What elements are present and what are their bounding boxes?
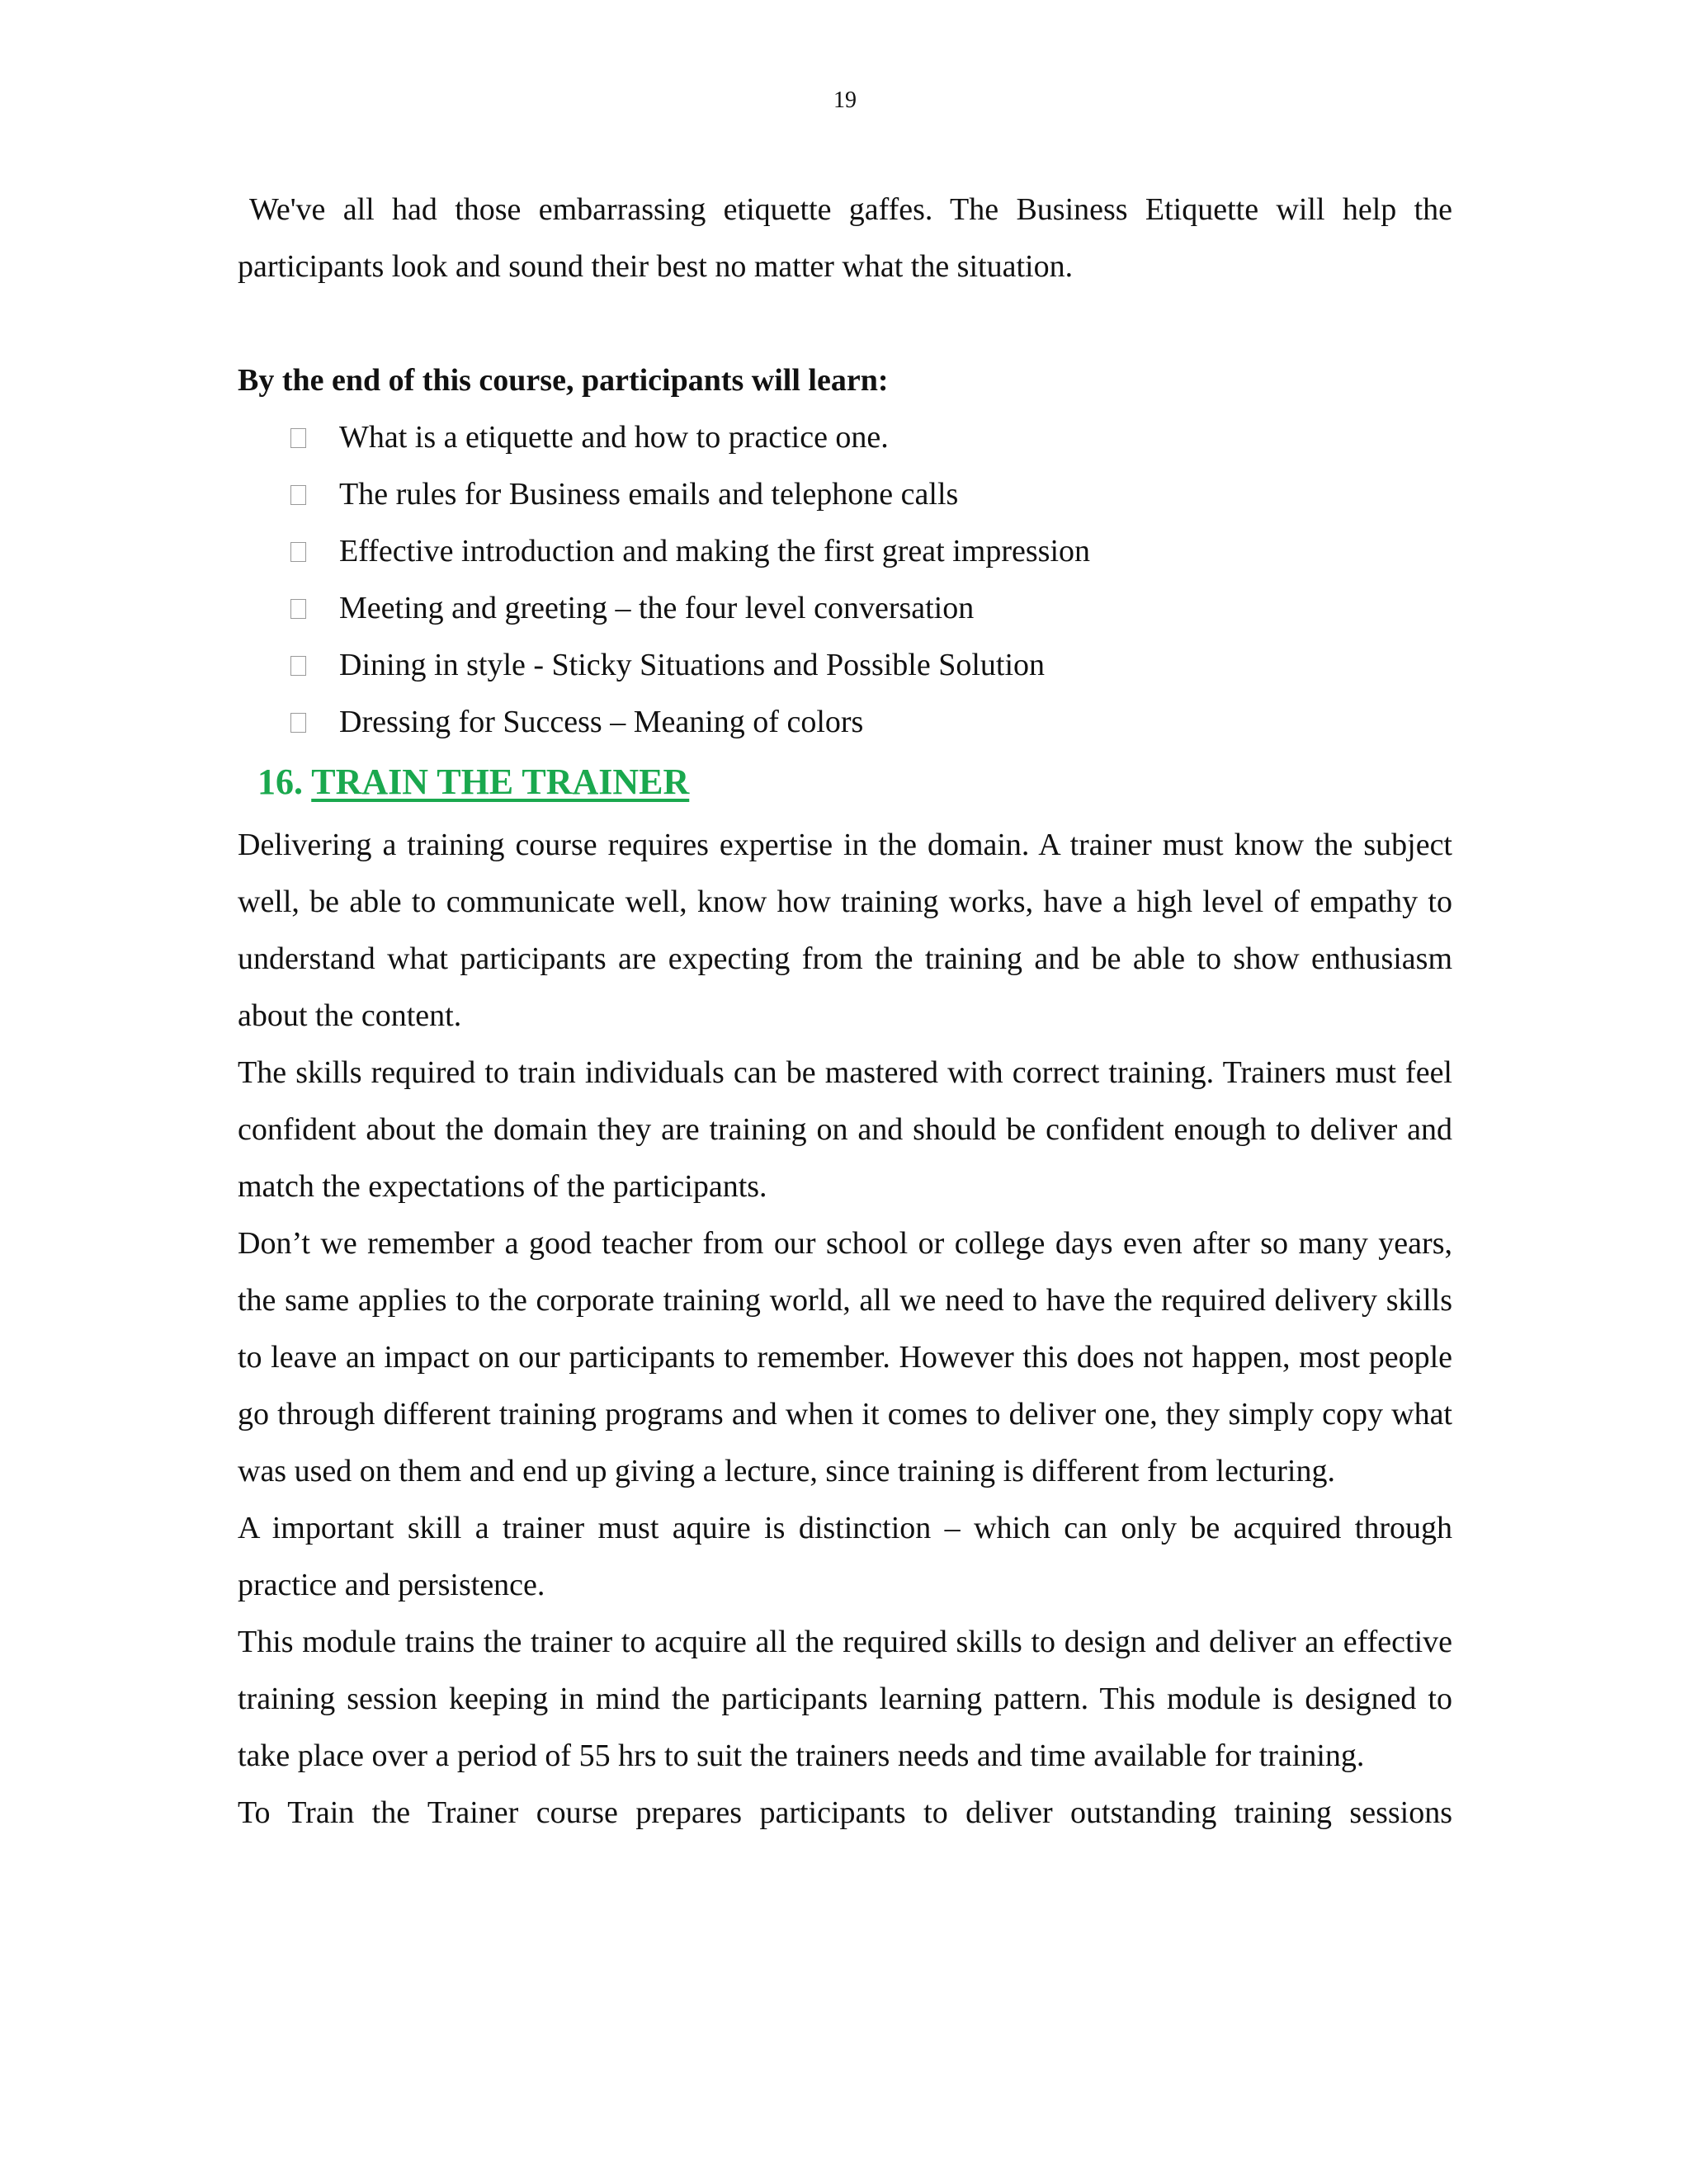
page-content — [238, 182, 1452, 1842]
section-number: 16. — [257, 762, 303, 802]
list-item-text: The rules for Business emails and telephone calls — [339, 477, 959, 512]
bullet-box-icon — [290, 542, 306, 562]
bullet-box-icon — [290, 713, 306, 733]
bullet-box-icon — [290, 599, 306, 619]
list-item — [238, 409, 1452, 466]
list-item-text: What is a etiquette and how to practice one. — [339, 420, 889, 455]
body-paragraph: This module trains the trainer to acquire all the required skills to design and deliver an effective training session keeping in mind the participants learning pattern. This module is designed to take place over a period of 55 hrs to suit the trainers needs and time available for training. — [238, 1625, 1452, 1773]
body-paragraph: The skills required to train individuals can be mastered with correct training. Trainers must feel confident about the domain they are training on and should be confident enough to deliver and match the expectations of the participants. — [238, 1055, 1452, 1204]
list-item-text: Dining in style - Sticky Situations and Possible Solution — [339, 648, 1046, 682]
list-item-text: Meeting and greeting – the four level conversation — [339, 591, 975, 625]
list-item — [238, 466, 1452, 523]
list-item-text: Effective introduction and making the first great impression — [339, 534, 1090, 568]
list-item — [238, 580, 1452, 637]
learn-heading: By the end of this course, participants will learn: — [238, 363, 889, 398]
body-paragraph-last-line: To Train the Trainer course prepares participants to deliver outstanding training sessions — [238, 1795, 1452, 1830]
body-paragraph: Don’t we remember a good teacher from our school or college days even after so many years, the same applies to the corporate training world, all we need to have the required delivery skills to leave an impact on our participants to remember. However this does not happen, most people go through different training programs and when it comes to deliver one, they simply copy what was used on them and end up giving a lecture, since training is different from lecturing. — [238, 1226, 1452, 1488]
body-paragraph: Delivering a training course requires expertise in the domain. A trainer must know the subject well, be able to communicate well, know how training works, have a high level of empathy to understand what participants are expecting from the training and be able to show enthusiasm about the content. — [238, 828, 1452, 1033]
bullet-box-icon — [290, 428, 306, 448]
bullet-box-icon — [290, 485, 306, 505]
list-item — [238, 523, 1452, 580]
section-title: TRAIN THE TRAINER — [311, 762, 690, 802]
intro-paragraph: We've all had those embarrassing etiquette gaffes. The Business Etiquette will help the participants look and sound their best no matter what the situation. — [238, 192, 1452, 284]
spacer — [238, 295, 1452, 352]
list-item-text: Dressing for Success – Meaning of colors — [339, 705, 864, 739]
page-number: 19 — [833, 87, 857, 113]
bullet-box-icon — [290, 656, 306, 676]
body-paragraph: A important skill a trainer must aquire is distinction – which can only be acquired through practice and persistence. — [238, 1511, 1452, 1602]
list-item — [238, 694, 1452, 751]
list-item — [238, 637, 1452, 694]
section-heading — [257, 751, 1452, 814]
learn-list — [238, 409, 1452, 751]
